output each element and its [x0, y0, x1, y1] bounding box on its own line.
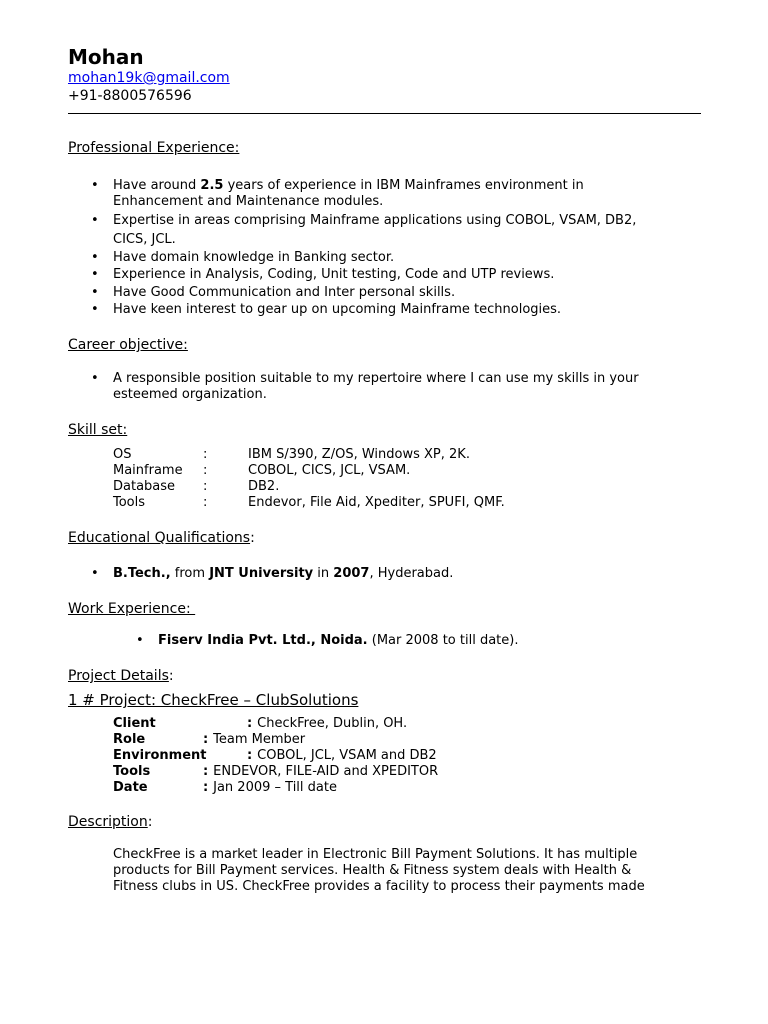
project-label: Date	[113, 780, 148, 795]
project-value: Jan 2009 – Till date	[209, 780, 337, 795]
list-item: • Fiserv India Pvt. Ltd., Noida. (Mar 2008 to till date).	[158, 633, 518, 649]
skill-label: OS	[113, 447, 132, 462]
phone-number: +91-8800576596	[68, 88, 192, 104]
project-value: COBOL, JCL, VSAM and DB2	[253, 748, 437, 763]
list-item: • Expertise in areas comprising Mainframe applications using COBOL, VSAM, DB2,	[113, 213, 636, 229]
project-label: Role	[113, 732, 146, 747]
description-heading: Description:	[68, 814, 153, 830]
skill-separator: :	[203, 479, 208, 494]
project-label: Client	[113, 716, 156, 731]
skill-separator: :	[203, 463, 208, 478]
skill-separator: :	[203, 447, 208, 462]
project-separator: :	[203, 764, 209, 779]
email-link[interactable]: mohan19k@gmail.com	[68, 70, 230, 86]
project-label: Tools	[113, 764, 151, 779]
career-objective-heading: Career objective:	[68, 337, 188, 353]
skill-label: Database	[113, 479, 176, 494]
skill-value: COBOL, CICS, JCL, VSAM.	[248, 463, 411, 478]
list-item-continuation: CICS, JCL.	[113, 232, 176, 247]
skill-value: Endevor, File Aid, Xpediter, SPUFI, QMF.	[248, 495, 505, 510]
description-line: products for Bill Payment services. Health & Fitness system deals with Health &	[113, 863, 632, 878]
project-value: ENDEVOR, FILE-AID and XPEDITOR	[209, 764, 439, 779]
skill-value: DB2.	[248, 479, 280, 494]
list-item: • Have domain knowledge in Banking sector.	[113, 250, 394, 266]
project-separator: :	[247, 716, 253, 731]
description-line: Fitness clubs in US. CheckFree provides a facility to process their payments made	[113, 879, 645, 894]
skill-value: IBM S/390, Z/OS, Windows XP, 2K.	[248, 447, 470, 462]
project-details-heading: Project Details:	[68, 668, 174, 684]
project-title: 1 # Project: CheckFree – ClubSolutions	[68, 691, 359, 709]
project-separator: :	[247, 748, 253, 763]
professional-experience-heading: Professional Experience:	[68, 140, 240, 156]
candidate-name: Mohan	[68, 45, 144, 69]
description-line: CheckFree is a market leader in Electronic Bill Payment Solutions. It has multiple	[113, 847, 638, 862]
project-value: Team Member	[209, 732, 306, 747]
project-separator: :	[203, 732, 209, 747]
skill-label: Mainframe	[113, 463, 183, 478]
list-item: • Experience in Analysis, Coding, Unit testing, Code and UTP reviews.	[113, 267, 554, 283]
education-heading: Educational Qualifications:	[68, 530, 255, 546]
project-value: CheckFree, Dublin, OH.	[253, 716, 408, 731]
skill-set-heading: Skill set:	[68, 422, 128, 438]
work-experience-heading: Work Experience:	[68, 601, 196, 617]
list-item-continuation: Enhancement and Maintenance modules.	[113, 194, 384, 209]
list-item: • Have around 2.5 years of experience in IBM Mainframes environment in	[113, 178, 584, 194]
list-item-continuation: esteemed organization.	[113, 387, 267, 402]
skill-label: Tools	[113, 495, 146, 510]
list-item: • B.Tech., from JNT University in 2007, Hyderabad.	[113, 566, 453, 582]
project-separator: :	[203, 780, 209, 795]
skill-separator: :	[203, 495, 208, 510]
header-divider	[68, 113, 701, 114]
list-item: • Have Good Communication and Inter personal skills.	[113, 285, 455, 301]
list-item: • A responsible position suitable to my repertoire where I can use my skills in your	[113, 371, 639, 387]
list-item: • Have keen interest to gear up on upcoming Mainframe technologies.	[113, 302, 561, 318]
project-label: Environment	[113, 748, 207, 763]
